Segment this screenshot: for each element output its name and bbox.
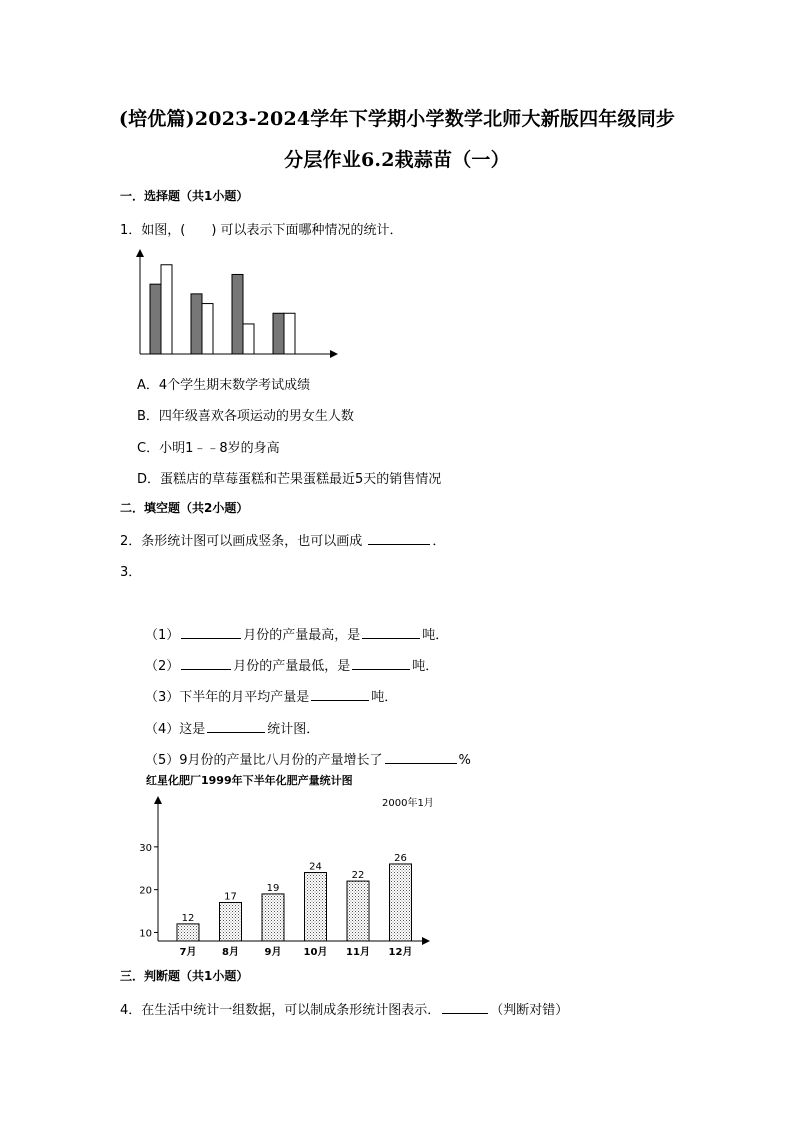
question-1-option-d[interactable]: D．蛋糕店的草莓蛋糕和芒果蛋糕最近5天的销售情况 (137, 472, 442, 487)
chart-q1-bar-white-4 (284, 313, 295, 354)
sub-1-blank-month[interactable] (181, 626, 241, 639)
question-4-blank[interactable] (442, 1001, 488, 1014)
chart-q3-ytick-label-30: 30 (139, 842, 152, 854)
sub-2-blank-value[interactable] (352, 657, 410, 670)
chart-q1-bar-white-2 (202, 304, 213, 354)
chart-q3-category-label-4: 10月 (303, 947, 328, 958)
question-4 (120, 999, 568, 1018)
chart-q3-ytick-label-10: 10 (139, 928, 152, 940)
chart-q1 (130, 245, 345, 365)
sub-1-text: 月份的产量最高，是 (243, 628, 361, 643)
chart-q3-ytick-label-20: 20 (139, 885, 152, 897)
sub-1-label: （1） (145, 628, 180, 643)
chart-q3-bar-6 (390, 864, 412, 941)
sub-4-text-end: 统计图． (267, 722, 320, 737)
chart-q3-value-label-2: 17 (224, 891, 237, 903)
chart-q1-bar-dark-2 (191, 294, 202, 354)
sub-2-label: （2） (145, 659, 180, 674)
question-3-number: 3． (120, 565, 142, 580)
sub-3-text: （3）下半年的月平均产量是 (145, 690, 310, 705)
chart-q3 (130, 770, 440, 962)
sub-3-unit: 吨． (371, 690, 398, 705)
chart-q3-category-label-3: 9月 (264, 947, 282, 958)
chart-q3-subtitle: 2000年1月 (382, 798, 434, 809)
chart-q3-category-label-6: 12月 (388, 947, 413, 958)
question-4-text-end: （判断对错） (490, 1003, 569, 1018)
page-title-line-1: (培优篇)2023-2024学年下学期小学数学北师大新版四年级同步 (118, 108, 676, 130)
chart-q1-bar-dark-1 (150, 284, 161, 354)
chart-q1-bar-dark-3 (232, 274, 243, 354)
question-3-sub-4 (145, 718, 319, 737)
chart-q3-bar-5 (347, 881, 369, 941)
sub-2-unit: 吨． (412, 659, 439, 674)
section-heading-judge: 三．判断题（共1小题） (120, 969, 249, 983)
chart-q3-bar-4 (305, 873, 327, 941)
sub-4-text: （4）这是 (145, 722, 206, 737)
question-2-blank[interactable] (368, 532, 430, 545)
question-2-text-end: ． (432, 534, 446, 549)
chart-q3-category-label-5: 11月 (346, 947, 370, 958)
question-3-sub-5 (145, 749, 471, 768)
page-title-line-2: 分层作业6.2栽蒜苗（一） (284, 149, 510, 171)
sub-5-text: （5）9月份的产量比八月份的产量增长了 (145, 753, 383, 768)
chart-q3-value-label-6: 26 (394, 852, 407, 864)
question-2 (120, 530, 445, 549)
question-1-option-a[interactable]: A．4个学生期末数学考试成绩 (137, 378, 311, 393)
chart-q3-value-label-5: 22 (351, 870, 365, 882)
chart-q3-value-label-3: 19 (266, 882, 280, 894)
question-1-stem: 1．如图，( ) 可以表示下面哪种情况的统计． (120, 223, 403, 238)
sub-2-text: 月份的产量最低，是 (233, 659, 351, 674)
question-3-sub-3 (145, 686, 397, 705)
question-4-text: 4．在生活中统计一组数据，可以制成条形统计图表示． (120, 1003, 441, 1018)
sub-4-blank[interactable] (207, 720, 265, 733)
sub-1-blank-value[interactable] (362, 626, 420, 639)
chart-q3-bar-1 (177, 924, 199, 941)
chart-q3-value-label-4: 24 (309, 861, 322, 873)
chart-q3-bar-3 (262, 894, 284, 941)
question-2-text: 2．条形统计图可以画成竖条，也可以画成 (120, 534, 363, 549)
question-1-option-b[interactable]: B．四年级喜欢各项运动的男女生人数 (137, 409, 354, 424)
chart-q1-bar-dark-4 (273, 313, 284, 354)
sub-2-blank-month[interactable] (181, 657, 231, 670)
chart-q3-title: 红星化肥厂1999年下半年化肥产量统计图 (146, 774, 353, 787)
sub-5-blank[interactable] (385, 751, 457, 764)
sub-1-unit: 吨． (422, 628, 449, 643)
chart-q3-category-label-1: 7月 (179, 947, 197, 958)
sub-3-blank[interactable] (311, 688, 369, 701)
chart-q1-bar-white-3 (243, 324, 254, 354)
chart-q3-value-label-1: 12 (181, 912, 195, 924)
question-3-sub-1 (145, 624, 448, 643)
section-heading-fill: 二．填空题（共2小题） (120, 501, 249, 515)
question-1-option-c[interactable]: C．小明1﹣﹣8岁的身高 (137, 441, 280, 456)
chart-q3-category-label-2: 8月 (222, 947, 239, 958)
question-3-sub-2 (145, 655, 438, 674)
sub-5-unit: % (458, 753, 471, 768)
chart-q1-bar-white-1 (161, 265, 172, 354)
chart-q3-bar-2 (220, 902, 242, 941)
section-heading-choice: 一．选择题（共1小题） (120, 189, 249, 203)
